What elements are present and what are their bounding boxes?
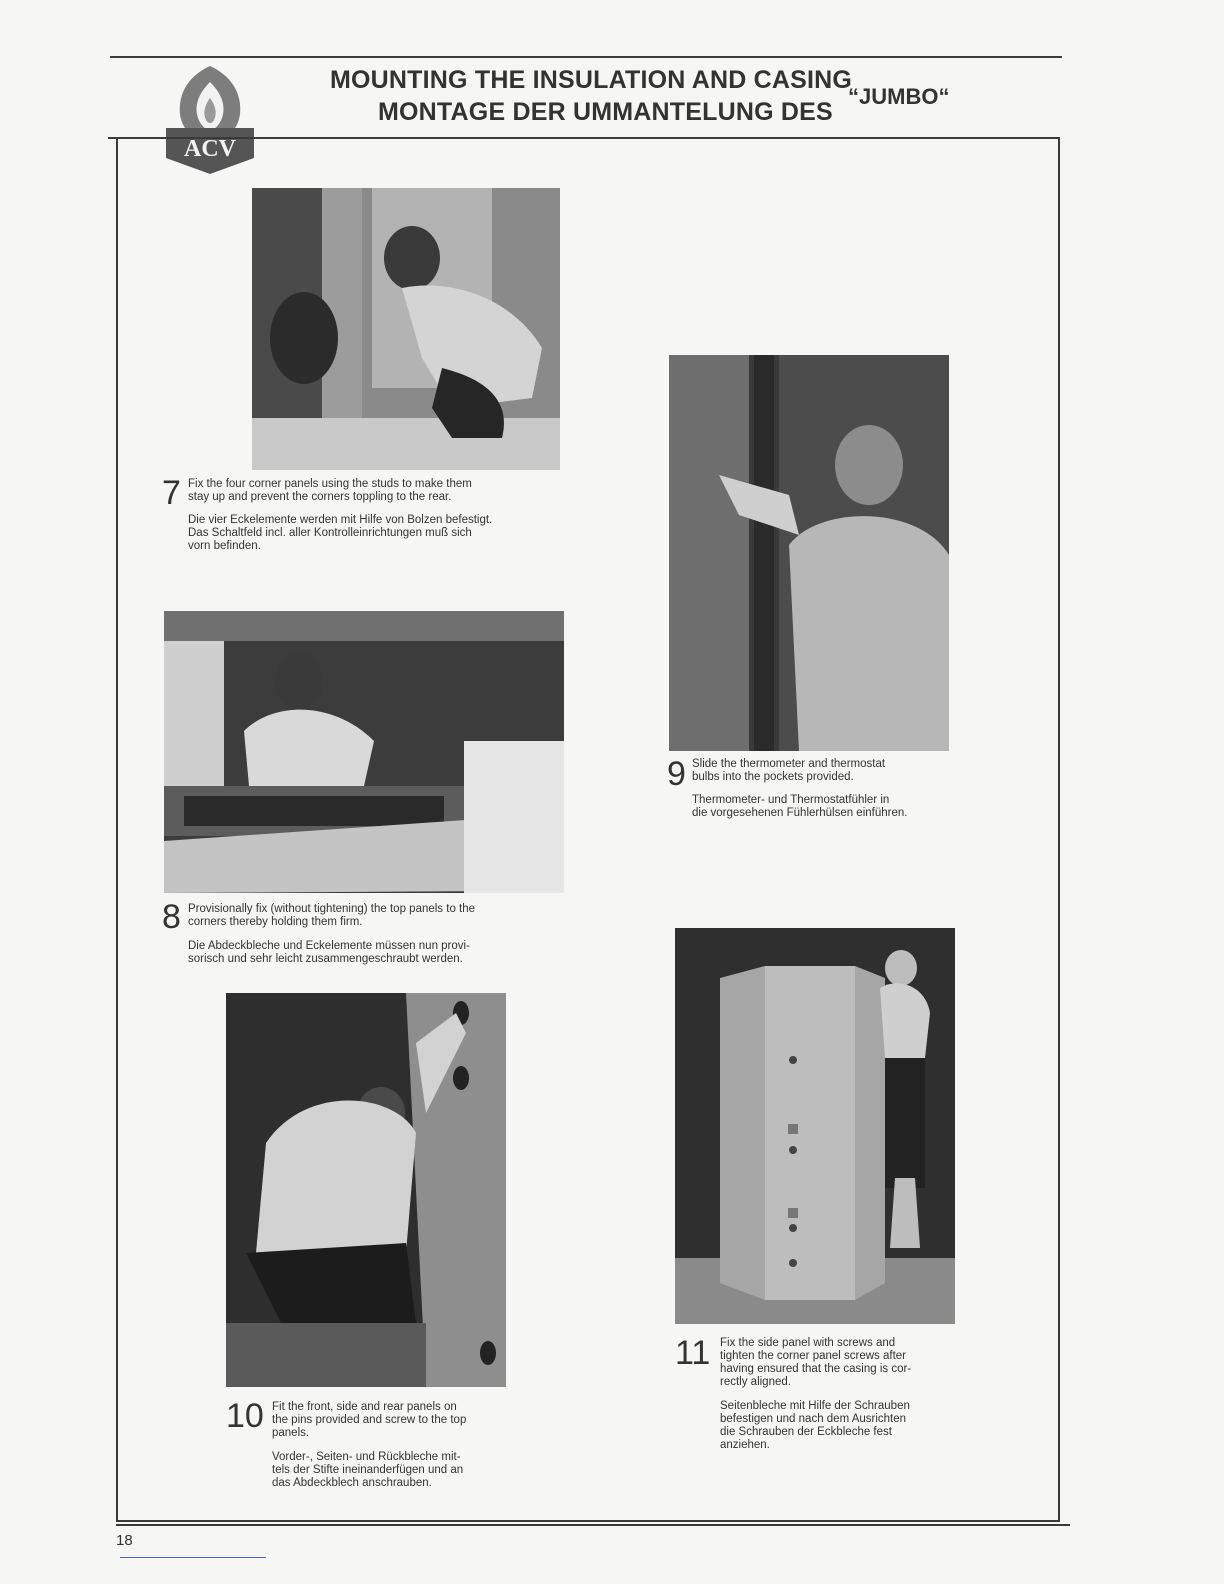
page-number: 18 (116, 1532, 133, 1549)
step-number-7: 7 (162, 474, 181, 512)
step-number-11: 11 (675, 1334, 711, 1372)
step-10-text-en: Fit the front, side and rear panels on the pins provided and screw to the top panels. (272, 1401, 467, 1439)
step-9-text-de: Thermometer- und Thermostatfühler in die vorgesehenen Fühlerhülsen einführen. (692, 794, 908, 819)
step-number-10: 10 (226, 1397, 264, 1435)
step-8-text-en: Provisionally fix (without tightening) the top panels to the corners thereby holding them firm. (188, 903, 476, 928)
photo-step-9 (669, 355, 949, 751)
step-11-text-de: Seitenbleche mit Hilfe der Schrauben befestigen und nach dem Ausrichten die Schrauben der Eckbleche fest anziehen. (720, 1400, 910, 1451)
footer-rule (116, 1524, 1070, 1526)
svg-text:ACV: ACV (184, 136, 236, 162)
step-number-8: 8 (162, 898, 181, 936)
step-9-text-en: Slide the thermometer and thermostat bulbs into the pockets provided. (692, 758, 886, 783)
photo-step-11 (675, 928, 955, 1324)
step-11-text-en: Fix the side panel with screws and tighten the corner panel screws after having ensured that the casing is cor- rectly aligned. (720, 1337, 912, 1388)
photo-step-7 (252, 188, 560, 470)
step-number-9: 9 (667, 755, 686, 793)
step-7-text-de: Die vier Eckelemente werden mit Hilfe von Bolzen befestigt. Das Schaltfeld incl. aller Kontrolleinrichtungen muß sich vorn befinden. (188, 514, 493, 552)
photo-step-10 (226, 993, 506, 1387)
photo-step-8 (164, 611, 564, 893)
step-8-text-de: Die Abdeckbleche und Eckelemente müssen nun provi- sorisch und sehr leicht zusammengeschraubt werden. (188, 940, 470, 965)
title-german: MONTAGE DER UMMANTELUNG DES (378, 98, 833, 126)
header-rule (110, 56, 1062, 58)
step-7-text-en: Fix the four corner panels using the studs to make them stay up and prevent the corners toppling to the rear. (188, 478, 472, 503)
step-10-text-de: Vorder-, Seiten- und Rückbleche mit- tels der Stifte ineinanderfügen und an das Abdeckblech anschrauben. (272, 1451, 464, 1489)
title-english: MOUNTING THE INSULATION AND CASING (330, 66, 853, 94)
footer-underline (120, 1557, 266, 1558)
product-name: “JUMBO“ (848, 84, 950, 109)
